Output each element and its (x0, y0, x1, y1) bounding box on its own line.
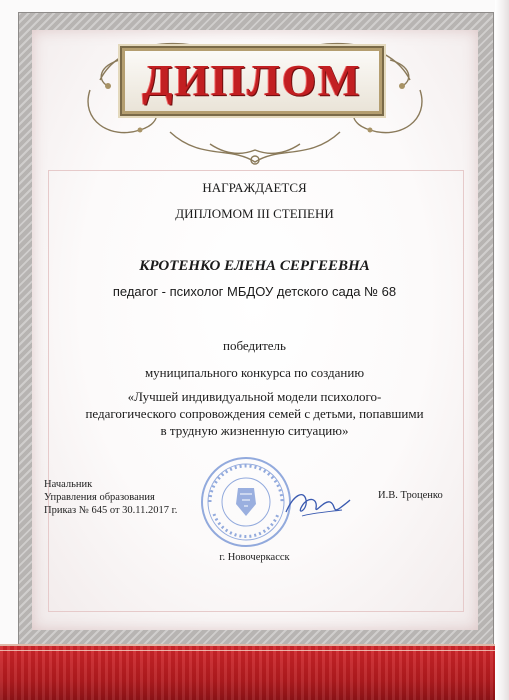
city-line: г. Новочеркасск (219, 552, 290, 563)
nomination-line: в трудную жизненную ситуацию» (160, 423, 349, 438)
status-line: победитель (223, 338, 286, 353)
recipient-name: КРОТЕНКО ЕЛЕНА СЕРГЕЕВНА (139, 258, 370, 274)
order-line: Приказ № 645 от 30.11.2017 г. (44, 505, 178, 516)
red-bottom-band (0, 644, 509, 700)
recipient-position: педагог - психолог МБДОУ детского сада № 68 (112, 284, 397, 299)
degree-line: ДИПЛОМОМ III СТЕПЕНИ (175, 206, 334, 221)
awarded-line: НАГРАЖДАЕТСЯ (202, 180, 307, 195)
round-seal-stamp (198, 454, 294, 550)
diploma-title: ДИПЛОМ (142, 56, 362, 105)
scan-edge (495, 0, 509, 700)
band-highlight (0, 650, 509, 651)
signer-role (44, 478, 177, 517)
signer-name: И.В. Троценко (378, 490, 443, 501)
nomination-line: «Лучшей индивидуальной модели психолого- (127, 389, 382, 404)
role-line: Управления образования (44, 492, 155, 503)
contest-line: муниципального конкурса по созданию (144, 365, 365, 380)
role-line: Начальник (44, 479, 93, 490)
nomination-text (0, 388, 509, 439)
title-banner (122, 48, 382, 114)
nomination-line: педагогического сопровождения семей с детьми, попавшими (85, 406, 424, 421)
handwritten-signature (282, 486, 352, 524)
